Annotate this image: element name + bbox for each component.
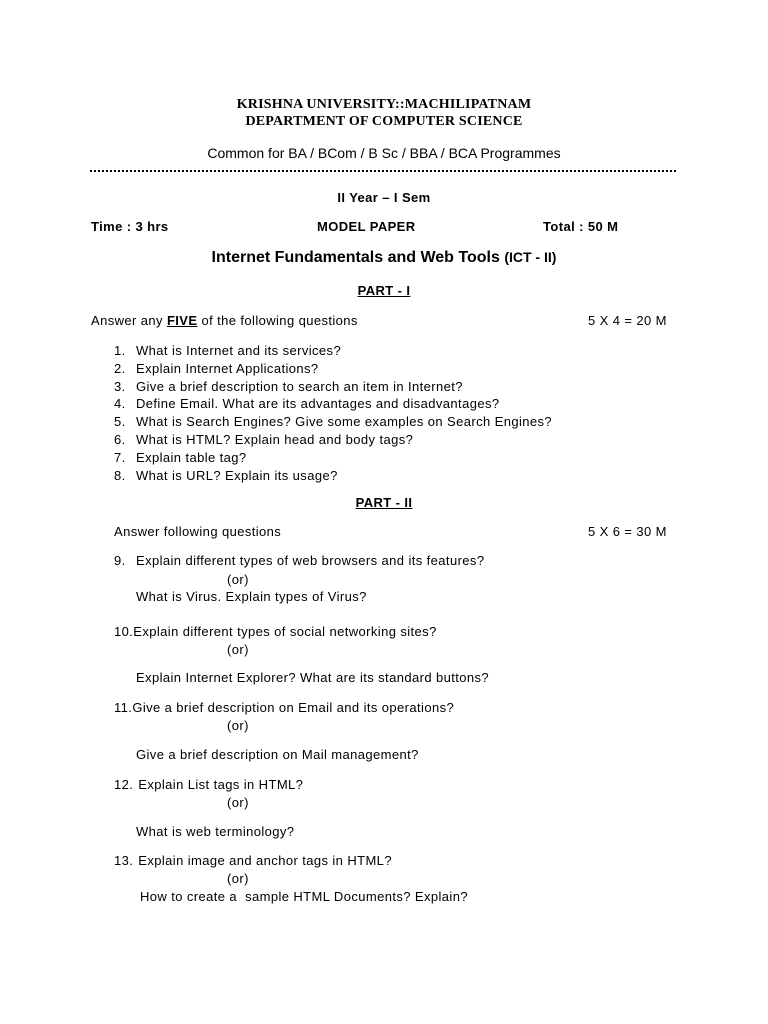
question-number: 13. [114, 853, 134, 868]
total-marks: Total : 50 M [543, 219, 619, 234]
list-item [114, 342, 552, 360]
question-11-alt: Give a brief description on Mail management? [136, 747, 419, 762]
question-text: Explain Internet Applications? [136, 360, 319, 376]
dotted-divider [90, 170, 676, 172]
part-2-instruction: Answer following questions [114, 524, 282, 539]
question-text: What is Internet and its services? [136, 343, 342, 358]
or-label: (or) [227, 642, 249, 657]
question-13 [114, 853, 392, 868]
question-10 [114, 624, 437, 639]
list-item [114, 360, 552, 378]
question-13-alt: How to create a sample HTML Documents? Explain? [140, 889, 468, 904]
or-label: (or) [227, 795, 249, 810]
question-text: What is URL? Explain its usage? [136, 467, 338, 483]
question-text: What is HTML? Explain head and body tags? [136, 431, 414, 447]
question-text: Explain different types of social networking sites? [133, 624, 437, 639]
question-number: 1. [114, 343, 126, 358]
question-number: 2. [114, 360, 126, 376]
part-1-heading: PART - I [357, 283, 411, 298]
question-number: 7. [114, 449, 126, 465]
question-9-alt: What is Virus. Explain types of Virus? [136, 589, 367, 604]
question-text: Explain List tags in HTML? [138, 777, 304, 792]
part-2-marks: 5 X 6 = 30 M [588, 524, 667, 539]
department-name: DEPARTMENT OF COMPUTER SCIENCE [245, 114, 523, 129]
question-12 [114, 777, 303, 792]
or-label: (or) [227, 871, 249, 886]
part-1-marks: 5 X 4 = 20 M [588, 313, 667, 328]
question-12-alt: What is web terminology? [136, 824, 295, 839]
list-item [114, 449, 552, 467]
question-text: Give a brief description on Email and its operations? [132, 700, 455, 715]
question-text: Explain different types of web browsers and its features? [136, 553, 485, 568]
university-name: KRISHNA UNIVERSITY::MACHILIPATNAM [236, 97, 532, 112]
question-number: 12. [114, 777, 134, 792]
list-item [114, 395, 552, 413]
instruction-pre: Answer any [91, 313, 167, 328]
list-item [114, 467, 552, 485]
question-text: What is Search Engines? Give some examples on Search Engines? [136, 414, 553, 430]
or-label: (or) [227, 718, 249, 733]
question-text: Explain table tag? [136, 449, 247, 465]
question-text: Explain image and anchor tags in HTML? [138, 853, 392, 868]
question-number: 9. [114, 553, 126, 568]
question-text: Define Email. What are its advantages and disadvantages? [136, 396, 500, 412]
list-item [114, 378, 552, 396]
exam-time: Time : 3 hrs [91, 219, 169, 234]
question-number: 5. [114, 414, 126, 430]
question-10-alt: Explain Internet Explorer? What are its standard buttons? [136, 670, 490, 685]
question-text: Give a brief description to search an item in Internet? [136, 378, 463, 394]
question-11 [114, 700, 454, 715]
subject-code: (ICT - II) [504, 249, 557, 265]
question-number: 11. [114, 700, 133, 715]
or-label: (or) [227, 572, 249, 587]
question-number: 8. [114, 467, 126, 483]
part-1-question-list [114, 342, 552, 484]
programmes-line: Common for BA / BCom / B Sc / BBA / BCA Programmes [207, 145, 561, 161]
question-9 [114, 553, 484, 568]
question-number: 4. [114, 396, 126, 412]
instruction-emph: FIVE [166, 313, 198, 328]
subject-name: Internet Fundamentals and Web Tools [211, 249, 500, 266]
list-item [114, 413, 552, 431]
subject-title [0, 249, 768, 267]
list-item [114, 431, 552, 449]
question-number: 10. [114, 624, 134, 639]
part-2-heading: PART - II [355, 495, 413, 510]
year-sem: II Year – I Sem [337, 190, 431, 205]
question-number: 6. [114, 431, 126, 447]
instruction-post: of the following questions [197, 313, 358, 328]
part-1-instruction [91, 313, 358, 328]
paper-type: MODEL PAPER [317, 219, 416, 234]
question-number: 3. [114, 378, 126, 394]
